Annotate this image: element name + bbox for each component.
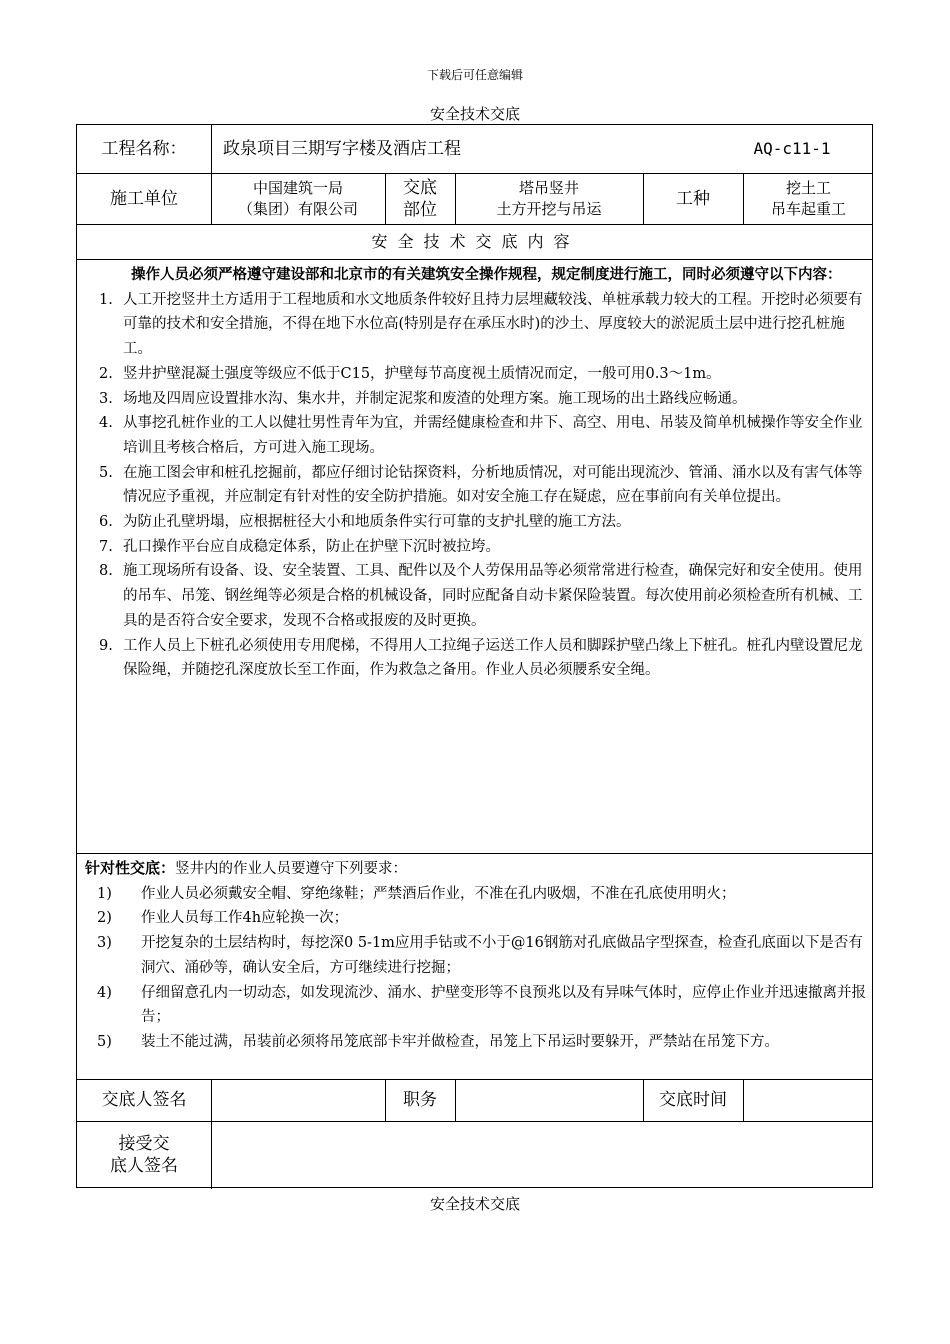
construction-unit-line2: （集团）有限公司	[237, 199, 358, 218]
trade	[743, 173, 874, 224]
item-number: 3.	[99, 390, 113, 407]
targeted-item-number: 4)	[97, 984, 112, 1001]
safety-briefing-form	[76, 124, 873, 1188]
briefing-position	[455, 173, 643, 224]
briefing-item	[85, 461, 867, 510]
item-text: 在施工图会审和桩孔挖掘前，都应仔细讨论钻探资料，分析地质情况，对可能出现流沙、管涌、涌水以及有害气体等情况应予重视，并应制定有针对性的安全防护措施。如对安全施工存在疑虑，应在事前向有关单位提出。	[123, 464, 863, 506]
item-number: 7.	[99, 538, 113, 555]
construction-unit-label: 施工单位	[110, 188, 178, 209]
briefing-items	[85, 288, 867, 683]
item-number: 1.	[99, 291, 113, 308]
trade-line2: 吊车起重工	[770, 199, 846, 218]
presenter-signature-field[interactable]	[211, 1079, 385, 1121]
item-number: 5.	[99, 464, 113, 481]
briefing-item	[85, 362, 867, 387]
targeted-lead: 竖井内的作业人员要遵守下列要求：	[175, 861, 408, 877]
briefing-position-label-line2: 部位	[403, 199, 437, 220]
targeted-item-text: 作业人员必须戴安全帽、穿绝缘鞋；严禁酒后作业，不准在孔内吸烟，不准在孔底使用明火；	[141, 885, 736, 902]
item-text: 竖井护壁混凝土强度等级应不低于C15，护壁每节高度视土质情况而定，一般可用0.3～1m。	[123, 365, 721, 382]
receiver-label-line1: 接受交	[118, 1134, 170, 1154]
briefing-item	[85, 288, 867, 362]
targeted-item-text: 作业人员每工作4h应轮换一次；	[141, 910, 349, 927]
footer-title: 安全技术交底	[429, 1195, 520, 1213]
row-divider	[77, 259, 872, 260]
targeted-item-number: 5)	[97, 1033, 112, 1050]
item-number: 9.	[99, 637, 113, 654]
briefing-position-line1: 塔吊竖井	[518, 178, 579, 197]
targeted-item-number: 1)	[97, 885, 112, 902]
item-text: 从事挖孔桩作业的工人以健壮男性青年为宜，并需经健康检查和井下、高空、用电、吊装及简单机械操作等安全作业培训且考核合格后，方可进入施工现场。	[123, 415, 863, 456]
item-text: 为防止孔壁坍塌，应根据桩径大小和地质条件实行可靠的支护扎壁的施工方法。	[123, 514, 631, 531]
row-divider	[77, 853, 872, 854]
targeted-item	[85, 1030, 867, 1055]
presenter-signature-label: 交底人签名	[101, 1090, 187, 1110]
receiver-label-line2: 底人签名	[110, 1156, 178, 1176]
targeted-item-text: 开挖复杂的土层结构时，每挖深0 5-1m应用手钻或不小于@16钢筋对孔底做品字型探查，检查孔底面以下是否有洞穴、涌砂等，确认安全后，方可继续进行挖掘；	[141, 935, 863, 976]
item-text: 施工现场所有设备、设、安全装置、工具、配件以及个人劳保用品等必须常常进行检查，确保完好和安全使用。使用的吊车、吊笼、钢丝绳等必须是合格的机械设备，同时应配备自动卡紧保险装置。每次使用前必须检查所有机械、工具的是否符合安全要求，发现不合格或报废的及时更换。	[123, 563, 863, 629]
targeted-item-text: 仔细留意孔内一切动态，如发现流沙、涌水、护壁变形等不良预兆以及有异味气体时，应停止作业并迅速撤离并报告；	[141, 984, 866, 1026]
trade-line1: 挖土工	[785, 178, 831, 197]
project-name: 政泉项目三期写字楼及酒店工程	[223, 139, 461, 159]
briefing-time-field[interactable]	[743, 1079, 874, 1121]
briefing-position-label-line1: 交底	[403, 177, 437, 198]
briefing-item	[85, 634, 867, 683]
briefing-position-label	[385, 173, 455, 224]
targeted-briefing	[85, 856, 867, 1055]
briefing-content	[85, 263, 867, 683]
briefing-position-line2: 土方开挖与吊运	[496, 199, 602, 218]
item-number: 4.	[99, 415, 113, 432]
item-text: 工作人员上下桩孔必须使用专用爬梯，不得用人工拉绳子运送工作人员和脚踩护壁凸缘上下桩孔。桩孔内壁设置尼龙保险绳，并随挖孔深度放长至工作面，作为救急之备用。作业人员必须腰系安全绳。	[123, 637, 863, 679]
targeted-item-text: 装土不能过满，吊装前必须将吊笼底部卡牢并做检查，吊笼上下吊运时要躲开，严禁站在吊笼下方。	[141, 1033, 779, 1050]
briefing-item	[85, 510, 867, 535]
targeted-item	[85, 906, 867, 931]
job-title-label: 职务	[403, 1090, 437, 1110]
briefing-item	[85, 535, 867, 560]
project-name-label: 工程名称：	[101, 139, 187, 159]
receiver-signature-label	[77, 1121, 211, 1189]
briefing-item	[85, 559, 867, 633]
construction-unit	[211, 173, 385, 224]
targeted-item	[85, 931, 867, 980]
receiver-signature-field[interactable]	[211, 1121, 874, 1189]
document-title: 安全技术交底	[429, 105, 520, 123]
targeted-item-number: 3)	[97, 935, 112, 952]
targeted-label: 针对性交底：	[85, 859, 176, 877]
construction-unit-line1: 中国建筑一局	[252, 178, 343, 197]
item-number: 6.	[99, 514, 113, 531]
item-number: 2.	[99, 365, 113, 382]
item-text: 孔口操作平台应自成稳定体系，防止在护壁下沉时被拉垮。	[123, 538, 500, 555]
job-title-field[interactable]	[455, 1079, 643, 1121]
targeted-item	[85, 882, 867, 907]
document-code: AQ-c11-1	[753, 139, 831, 158]
intro-paragraph: 操作人员必须严格遵守建设部和北京市的有关建筑安全操作规程，规定制度进行施工，同时必须遵守以下内容：	[131, 267, 842, 283]
briefing-item	[85, 411, 867, 460]
briefing-item	[85, 387, 867, 412]
top-note: 下载后可任意编辑	[426, 68, 523, 82]
item-text: 场地及四周应设置排水沟、集水井，并制定泥浆和废渣的处理方案。施工现场的出土路线应畅通。	[123, 390, 747, 407]
briefing-time-label: 交底时间	[659, 1090, 727, 1110]
item-text: 人工开挖竖井土方适用于工程地质和水文地质条件较好且持力层埋藏较浅、单桩承载力较大的工程。开挖时必须要有可靠的技术和安全措施，不得在地下水位高(特别是存在承压水时)的沙土、厚度较大的淤泥质土层中进行挖孔桩施工。	[123, 291, 863, 358]
targeted-header	[85, 856, 867, 882]
item-number: 8.	[99, 563, 113, 580]
targeted-items	[85, 882, 867, 1055]
section-heading: 安全技术交底内容	[371, 231, 580, 251]
targeted-item	[85, 981, 867, 1030]
trade-label: 工种	[676, 188, 710, 209]
targeted-item-number: 2)	[97, 910, 112, 927]
